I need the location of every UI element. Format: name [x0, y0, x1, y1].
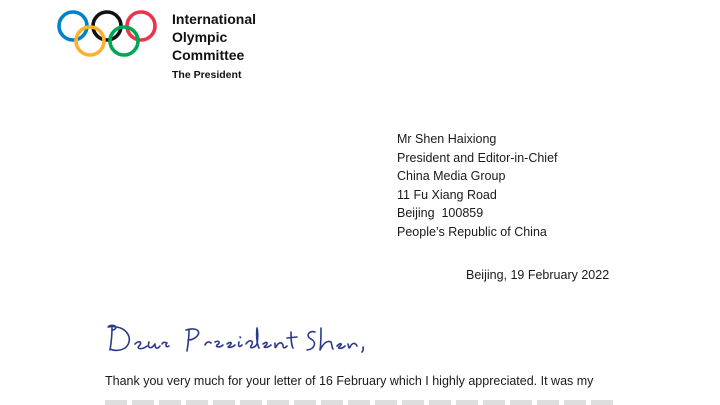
organization-name	[172, 10, 256, 64]
org-name-line-1: International	[172, 11, 257, 27]
ring-red	[127, 12, 155, 40]
ring-yellow	[76, 27, 104, 55]
address-line: 11 Fu Xiang Road	[397, 187, 497, 202]
address-line: China Media Group	[397, 169, 506, 183]
address-line: President and Editor-in-Chief	[397, 150, 558, 165]
sender-role: The President	[172, 69, 242, 81]
letter-date: Beijing, 19 February 2022	[466, 268, 610, 282]
address-line: Mr Shen Haixiong	[397, 132, 497, 146]
ring-green	[110, 27, 138, 55]
recipient-address	[397, 130, 558, 241]
address-line: People’s Republic of China	[397, 224, 547, 239]
handwriting-salutation-image	[105, 318, 365, 358]
ring-black	[93, 12, 121, 40]
olympic-rings-logo	[56, 9, 158, 59]
handwritten-salutation	[105, 318, 365, 358]
olympic-rings-icon	[56, 9, 158, 59]
org-name-line-2: Olympic	[172, 29, 228, 45]
ring-blue	[59, 12, 87, 40]
letter-body-cut-off-line	[105, 398, 615, 405]
org-name-line-3: Committee	[172, 47, 245, 63]
address-line: Beijing 100859	[397, 206, 484, 220]
letter-body-first-line: Thank you very much for your letter of 16 February which I highly appreciated. It was my	[105, 374, 594, 388]
